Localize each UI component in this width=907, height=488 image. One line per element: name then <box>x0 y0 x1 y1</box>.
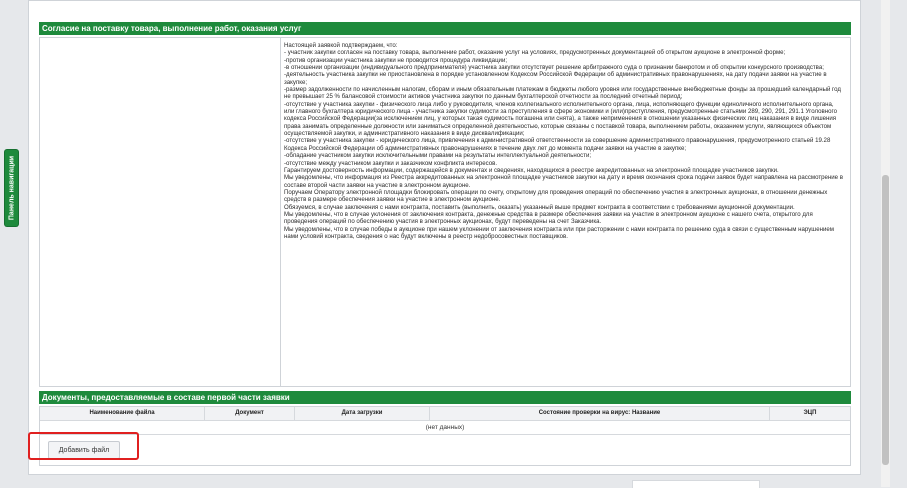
consent-paragraph: -размер задолженности по начисленным налогам, сборам и иным обязательным платежам в бюджеты любого уровня или государственные внебюджетные фонды за прошедший календарный год не превышает 25 % балансовой стоимости активов участника закупки по данным бухгалтерской отчетности за последний отчетный период; <box>284 86 841 101</box>
consent-paragraph: Гарантируем достоверность информации, содержащейся в документах и сведениях, находящихся в реестре аккредитованных на электронной площадке участников закупки. <box>284 166 779 174</box>
column-header-signature[interactable]: ЭЦП <box>803 410 817 416</box>
consent-text <box>284 42 844 240</box>
table-empty-message: (нет данных) <box>40 421 850 435</box>
consent-paragraph: Мы уведомлены, что информация из Реестра аккредитованных на электронной площадке участников закупки на дату и время окончания срока подачи заявок будет направлена на рассмотрение в составе второй части заявки на участие в электронном аукционе. <box>284 174 843 189</box>
navigation-panel-tab[interactable] <box>5 150 18 226</box>
consent-paragraph: -в отношении организации (индивидуального предпринимателя) участника закупки отсутствует решение арбитражного суда о признании банкротом и об открытии конкурсного производства; <box>284 64 824 72</box>
consent-paragraph: -отсутствие у участника закупки - юридического лица, привлечения к административной ответственности за совершение административного правонарушения, предусмотренного статьей 19.28 Кодекса Российской Федерации об административных правонарушениях в течение двух лет до момента подачи заявки на участие в закупке; <box>284 137 831 152</box>
column-header-file-name[interactable]: Наименование файла <box>40 407 205 420</box>
consent-paragraph: -обладание участником закупки исключительными правами на результаты интеллектуальной деятельности; <box>284 152 592 160</box>
consent-paragraph: Мы уведомлены, что в случае уклонения от заключения контракта, денежные средства в размере обеспечения заявки на участие в электронном аукционе с нашего счета, открытого для проведения операций по обеспечению участия в электронных аукционах, будут переведены на счет Заказчика. <box>284 210 813 226</box>
consent-paragraph: Мы уведомлены, что в случае победы в аукционе при нашем уклонении от заключения контракта или при расторжении с нами контракта по решению суда в связи с существенным нарушением нами условий контракта, сведения о нас будут включены в реестр недобросовестных поставщиков. <box>284 225 834 240</box>
consent-paragraph: -отсутствие у участника закупки - физического лица либо у руководителя, членов коллегиального исполнительного органа, лица, исполняющего функции единоличного исполнительного органа, или главного бухгалтера юридического лица - участника закупки судимости за преступления в сфере экономики и (или)преступления, предусмотренные статьями 289, 290, 291, 291.1 Уголовного кодекса Российской Федерации(за исключением лиц, у которых такая судимость погашена или снята), а также неприменения в отношении указанных физических лиц наказания в виде лишения права занимать определенные должности или заниматься определенной деятельностью, которые связаны с поставкой товара, выполнением работы, оказанием услуги, являющихся объектом осуществляемой закупки, и административного наказания в виде дисквалификации; <box>284 100 837 138</box>
column-header-document[interactable]: Документ <box>205 407 295 420</box>
consent-paragraph: -против организации участника закупки не проводится процедура ликвидации; <box>284 56 508 64</box>
documents-section-header: Документы, предоставляемые в составе первой части заявки <box>39 391 851 404</box>
table-button-area <box>40 435 850 465</box>
consent-paragraph: -деятельность участника закупки не приостановлена в порядке установленном Кодексом Российской Федерации об административных правонарушениях, на дату подачи заявки на участие в закупке; <box>284 71 827 86</box>
consent-paragraph: Настоящей заявкой подтверждаем, что: <box>284 42 398 49</box>
documents-table-header <box>40 407 850 421</box>
column-header-virus-check[interactable]: Состояние проверки на вирус: Название <box>430 407 770 420</box>
consent-box-divider <box>280 38 281 386</box>
consent-paragraph: Обязуемся, в случае заключения с нами контракта, поставить (выполнить, оказать) указанный выше предмет контракта в соответствии с требованиями аукционной документации. <box>284 203 795 211</box>
column-header-upload-date[interactable]: Дата загрузки <box>295 407 430 420</box>
navigation-panel-tab-label: Панель навигации <box>8 155 15 221</box>
documents-table <box>39 406 851 466</box>
add-file-button[interactable]: Добавить файл <box>48 441 120 459</box>
consent-paragraph: Поручаем Оператору электронной площадки блокировать операции по счету, открытому для проведения операций по обеспечению участия в электронных аукционах, в отношении денежных средств в размере обеспечения заявки на участие в электронном аукционе. <box>284 188 828 204</box>
consent-paragraph: -отсутствие между участником закупки и заказчиком конфликта интересов. <box>284 159 498 167</box>
scrollbar-thumb[interactable] <box>882 175 889 465</box>
consent-section-header: Согласие на поставку товара, выполнение работ, оказания услуг <box>39 22 851 35</box>
consent-paragraph: - участник закупки согласен на поставку товара, выполнение работ, оказание услуг на условиях, предусмотренных документацией об открытом аукционе в электронной форме; <box>284 49 786 57</box>
